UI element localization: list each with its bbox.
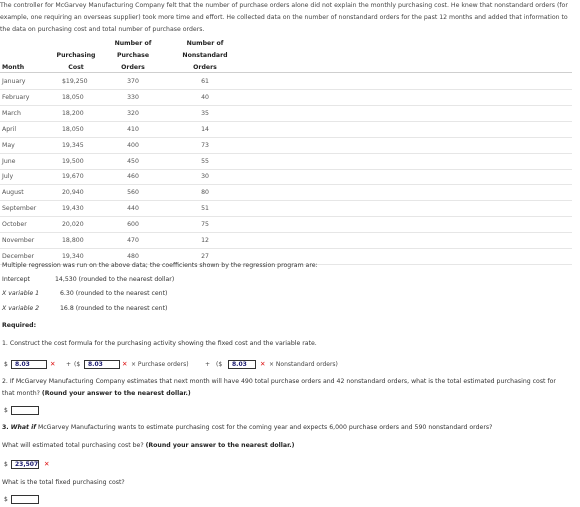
table-header-divider [0, 72, 572, 73]
q3-subquestion-1 [2, 442, 294, 449]
table-cell-nonstandard-orders: 73 [201, 141, 209, 149]
table-cell-cost: 18,050 [62, 93, 84, 101]
q1-purchase-rate-input[interactable]: 8.03 [84, 360, 120, 369]
table-cell-month: October [2, 221, 27, 229]
q3-text [2, 424, 492, 431]
table-cell-nonstandard-orders: 35 [201, 109, 209, 117]
q3-number: 3. [2, 424, 9, 431]
table-cell-cost: 18,800 [62, 237, 84, 244]
table-cell-cost: $19,250 [62, 78, 88, 85]
table-cell-month: December [2, 252, 35, 260]
q1-times-purchase-orders: × Purchase orders) [131, 361, 189, 368]
q3-subquestion-1-text: What will estimated total purchasing cost be? [2, 442, 144, 449]
table-cell-month: September [2, 205, 37, 213]
table-cell-month: July [2, 173, 14, 181]
table-cell-purchase-orders: 370 [127, 78, 139, 85]
table-cell-month: November [2, 237, 35, 244]
table-cell-cost: 19,500 [62, 157, 84, 165]
table-cell-cost: 19,345 [62, 141, 84, 149]
table-row-divider [0, 248, 572, 249]
table-cell-month: February [2, 93, 30, 101]
col-header-nonstandard-line2: Nonstandard [182, 52, 228, 59]
q2-rounding-note: (Round your answer to the nearest dollar.) [41, 390, 191, 397]
table-cell-cost: 20,940 [62, 189, 84, 197]
q1-fixed-cost-incorrect-icon: ✕ [50, 360, 56, 368]
q3-total-cost-incorrect-icon: ✕ [44, 460, 50, 468]
col-header-month: Month [2, 64, 25, 71]
q3-total-cost-input[interactable]: 23,507 [11, 460, 39, 469]
q1-text: 1. Construct the cost formula for the purchasing activity showing the fixed cost and the variable rate. [2, 340, 317, 347]
col-header-cost-line2: Cost [68, 64, 84, 71]
q2-text [2, 376, 570, 400]
q2-dollar-sign: $ [4, 407, 8, 414]
q1-paren-dollar-1: ($ [74, 361, 81, 368]
regression-text: Multiple regression was run on the above data; the coefficients shown by the regression program are: [2, 262, 318, 269]
q1-plus-1: + [66, 361, 72, 368]
q3-subquestion-2: What is the total fixed purchasing cost? [2, 479, 125, 486]
table-cell-nonstandard-orders: 27 [201, 252, 209, 260]
col-header-purchase-line2: Purchase [116, 52, 150, 59]
table-cell-cost: 19,430 [62, 205, 84, 213]
table-cell-cost: 18,050 [62, 125, 84, 133]
intro-paragraph: The controller for McGarvey Manufacturing Company felt that the number of purchase orders alone did not explain the monthly purchasing cost. He knew that nonstandard orders (for example, one requiring an overseas supplier) took more time and effort. He collected data on the number of nonstandard orders for the past 12 months and added that information to the data on purchasing cost and total number of purchase orders. [0, 2, 568, 34]
q1-times-nonstandard-orders: × Nonstandard orders) [269, 361, 338, 368]
q2-answer-input[interactable] [11, 406, 39, 415]
col-header-cost-line1: Purchasing [56, 52, 96, 59]
q3-fixed-dollar-sign: $ [4, 496, 8, 503]
col-header-nonstandard [178, 38, 232, 74]
col-header-nonstandard-line3: Orders [193, 64, 217, 71]
table-row-divider [0, 216, 572, 217]
table-cell-cost: 19,340 [62, 252, 84, 260]
required-label: Required: [2, 322, 37, 329]
table-cell-purchase-orders: 320 [127, 109, 139, 117]
coef-x1-value: 6.30 (rounded to the nearest cent) [60, 290, 168, 297]
table-cell-cost: 20,020 [62, 221, 84, 229]
table-cell-cost: 18,200 [62, 109, 84, 117]
table-row-divider [0, 105, 572, 106]
col-header-purchase-line1: Number of [114, 40, 152, 47]
table-cell-nonstandard-orders: 51 [201, 205, 209, 213]
table-cell-nonstandard-orders: 40 [201, 93, 209, 101]
table-row-divider [0, 232, 572, 233]
table-cell-nonstandard-orders: 12 [201, 237, 209, 244]
table-cell-purchase-orders: 410 [127, 125, 139, 133]
table-row-divider [0, 200, 572, 201]
table-cell-nonstandard-orders: 80 [201, 189, 209, 197]
table-cell-month: March [2, 109, 21, 117]
coef-x2-label: X variable 2 [2, 305, 40, 312]
table-cell-purchase-orders: 470 [127, 237, 139, 244]
table-cell-cost: 19,670 [62, 173, 84, 181]
col-header-nonstandard-line1: Number of [186, 40, 224, 47]
q3-what-if: What if [10, 424, 36, 431]
table-cell-month: August [2, 189, 24, 197]
table-row-divider [0, 169, 572, 170]
col-header-purchase-line3: Orders [121, 64, 145, 71]
table-cell-purchase-orders: 440 [127, 205, 139, 213]
table-row-divider [0, 153, 572, 154]
table-cell-purchase-orders: 450 [127, 157, 139, 165]
table-cell-month: April [2, 125, 17, 133]
table-cell-nonstandard-orders: 30 [201, 173, 209, 181]
table-cell-purchase-orders: 400 [127, 141, 139, 149]
table-row-divider [0, 184, 572, 185]
col-header-purchase [110, 38, 156, 74]
q3-question: McGarvey Manufacturing wants to estimate purchasing cost for the coming year and expects 6,000 purchase orders and 590 nonstandard orders? [37, 424, 493, 431]
table-cell-month: May [2, 141, 15, 149]
q1-purchase-rate-incorrect-icon: ✕ [122, 360, 128, 368]
table-row-divider [0, 121, 572, 122]
coef-x1-label: X variable 1 [2, 290, 40, 297]
q3-fixed-cost-input[interactable] [11, 495, 39, 504]
col-header-cost [55, 50, 97, 74]
q1-nonstandard-rate-incorrect-icon: ✕ [260, 360, 266, 368]
coef-intercept-label: Intercept [2, 276, 30, 283]
table-cell-nonstandard-orders: 61 [201, 78, 209, 85]
table-cell-month: January [2, 78, 26, 85]
table-cell-nonstandard-orders: 75 [201, 221, 209, 229]
q1-paren-dollar-2: ($ [216, 361, 223, 368]
table-row-divider [0, 137, 572, 138]
q3-subquestion-1-rounding: (Round your answer to the nearest dollar.) [145, 442, 295, 449]
q1-fixed-cost-input[interactable]: 8.03 [11, 360, 47, 369]
table-cell-nonstandard-orders: 55 [201, 157, 209, 165]
table-row-divider [0, 89, 572, 90]
q1-nonstandard-rate-input[interactable]: 8.03 [228, 360, 256, 369]
table-cell-purchase-orders: 460 [127, 173, 139, 181]
table-cell-nonstandard-orders: 14 [201, 125, 209, 133]
table-cell-purchase-orders: 600 [127, 221, 139, 229]
table-cell-month: June [2, 157, 16, 165]
q1-dollar-sign: $ [4, 361, 8, 368]
q3-dollar-sign: $ [4, 461, 8, 468]
q1-plus-2: + [205, 361, 211, 368]
coef-intercept-value: 14,530 (rounded to the nearest dollar) [55, 276, 175, 283]
table-cell-purchase-orders: 330 [127, 93, 139, 101]
coef-x2-value: 16.8 (rounded to the nearest cent) [60, 305, 168, 312]
q2-question: 2. If McGarvey Manufacturing Company estimates that next month will have 490 total purchase orders and 42 nonstandard orders, what is the total estimated purchasing cost for that month? [2, 378, 556, 397]
table-cell-purchase-orders: 480 [127, 252, 139, 260]
table-cell-purchase-orders: 560 [127, 189, 139, 197]
